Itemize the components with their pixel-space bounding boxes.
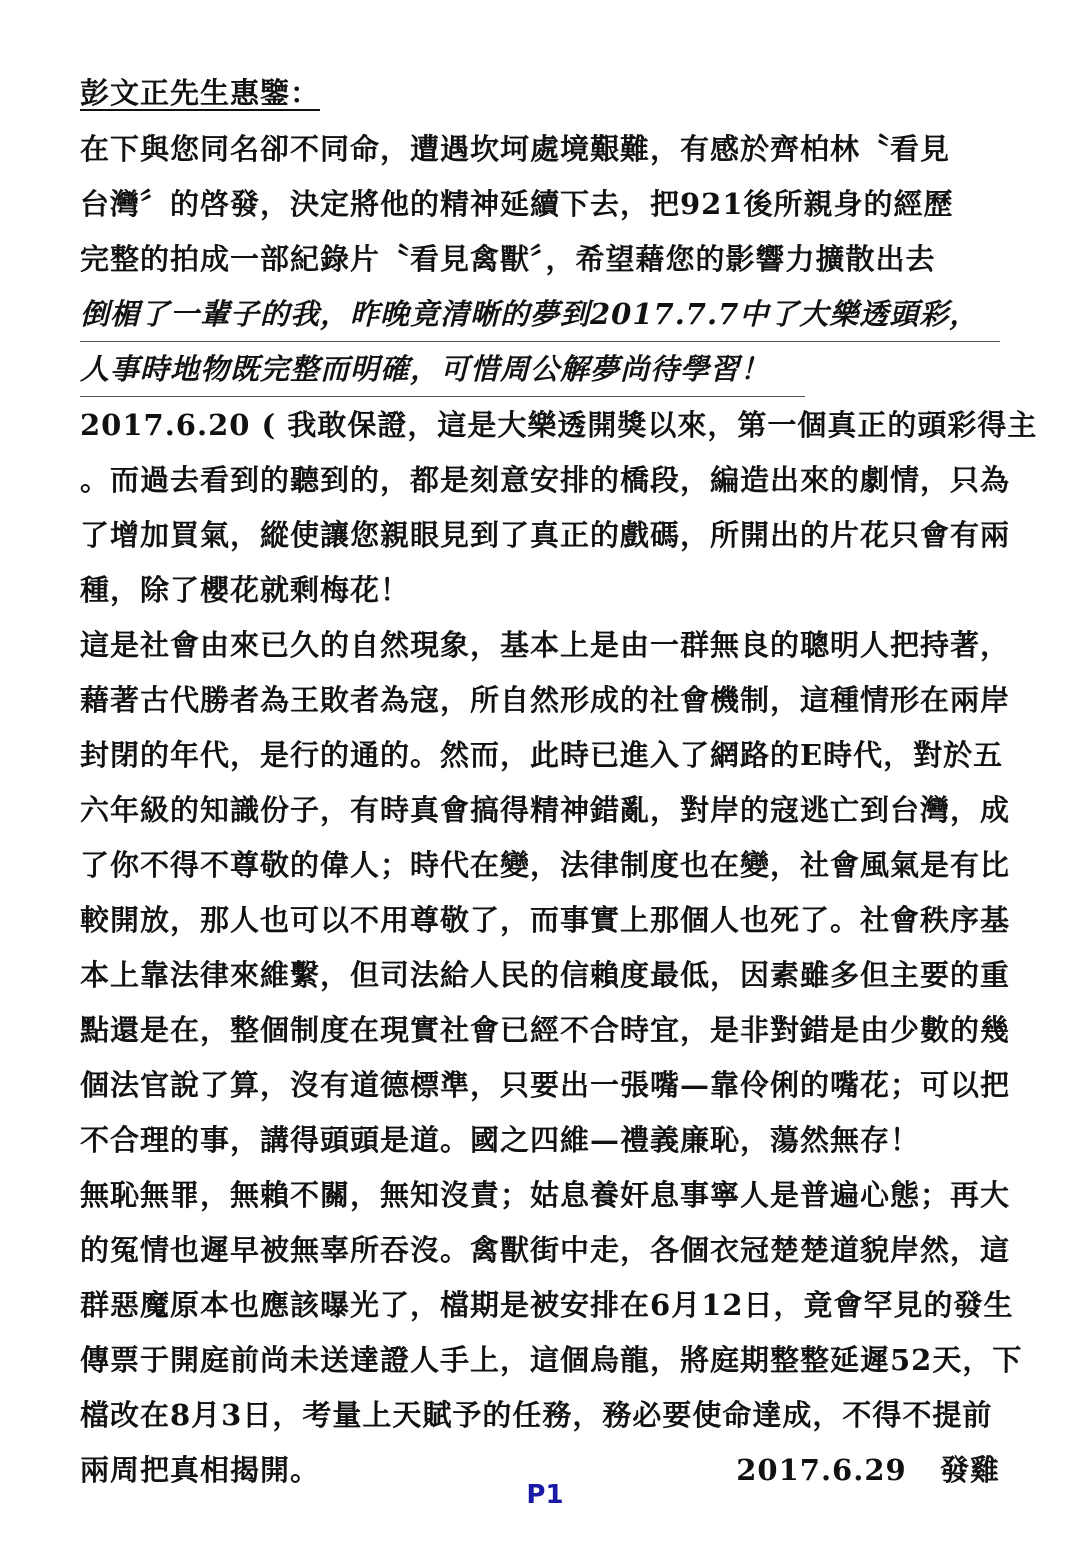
signature-date: 2017.6.29 [736, 1453, 907, 1487]
text-line: 封閉的年代，是行的通的。然而，此時已進入了網路的E時代，對於五 [80, 738, 1004, 772]
text-line: 本上靠法律來維繫，但司法給人民的信賴度最低，因素雖多但主要的重 [80, 958, 1011, 992]
last-text-line: 兩周把真相揭開。 [80, 1453, 321, 1487]
text-line: 。而過去看到的聽到的，都是刻意安排的橋段，編造出來的劇情，只為 [80, 463, 1011, 497]
text-line: 藉著古代勝者為王敗者為寇，所自然形成的社會機制，這種情形在兩岸 [80, 683, 1011, 717]
text-line: 無恥無罪，無賴不關，無知沒責；姑息養奸息事寧人是普遍心態；再大 [80, 1178, 1011, 1212]
text-line: 點還是在，整個制度在現實社會已經不合時宜，是非對錯是由少數的幾 [80, 1013, 1011, 1047]
text-line: 台灣〞的啓發，決定將他的精神延續下去，把921後所親身的經歷 [80, 187, 954, 221]
text-line: 2017.6.20 ( 我敢保證，這是大樂透開獎以來，第一個真正的頭彩得主 [80, 408, 1038, 442]
text-line: 這是社會由來已久的自然現象，基本上是由一群無良的聰明人把持著， [80, 628, 1011, 662]
text-line: 種，除了櫻花就剩梅花！ [80, 573, 411, 607]
salutation: 彭文正先生惠鑒： [80, 76, 321, 110]
text-line: 六年級的知識份子，有時真會搞得精神錯亂，對岸的寇逃亡到台灣，成 [80, 793, 1011, 827]
dream-line: 倒楣了一輩子的我，昨晚竟清晰的夢到2017.7.7中了大樂透頭彩， [80, 287, 1000, 342]
text-line: 完整的拍成一部紀錄片〝看見禽獸〞，希望藉您的影響力擴散出去 [80, 242, 936, 276]
text-line: 的冤情也遲早被無辜所吞沒。禽獸街中走，各個衣冠楚楚道貌岸然，這 [80, 1233, 1011, 1267]
text-line: 在下與您同名卻不同命，遭遇坎坷處境艱難，有感於齊柏林〝看見 [80, 132, 951, 166]
text-line: 較開放，那人也可以不用尊敬了，而事實上那個人也死了。社會秩序基 [80, 903, 1011, 937]
signature-name: 發雞 [939, 1453, 1000, 1487]
text-line: 不合理的事，講得頭頭是道。國之四維—禮義廉恥，蕩然無存！ [80, 1123, 921, 1157]
text-line: 了增加買氣，縱使讓您親眼見到了真正的戲碼，所開出的片花只會有兩 [80, 518, 1011, 552]
text-line: 檔改在8月3日，考量上天賦予的任務，務必要使命達成，不得不提前 [80, 1398, 993, 1432]
text-line: 傳票于開庭前尚未送達證人手上，這個烏龍，將庭期整整延遲52天，下 [80, 1343, 1023, 1377]
page-number: P1 [526, 1480, 564, 1510]
dream-line: 人事時地物既完整而明確，可惜周公解夢尚待學習！ [80, 342, 805, 397]
text-line: 了你不得不尊敬的偉人；時代在變，法律制度也在變，社會風氣是有比 [80, 848, 1011, 882]
text-line: 個法官說了算，沒有道德標準，只要出一張嘴—靠伶俐的嘴花；可以把 [80, 1068, 1011, 1102]
text-line: 群惡魔原本也應該曝光了，檔期是被安排在6月12日，竟會罕見的發生 [80, 1288, 1014, 1322]
